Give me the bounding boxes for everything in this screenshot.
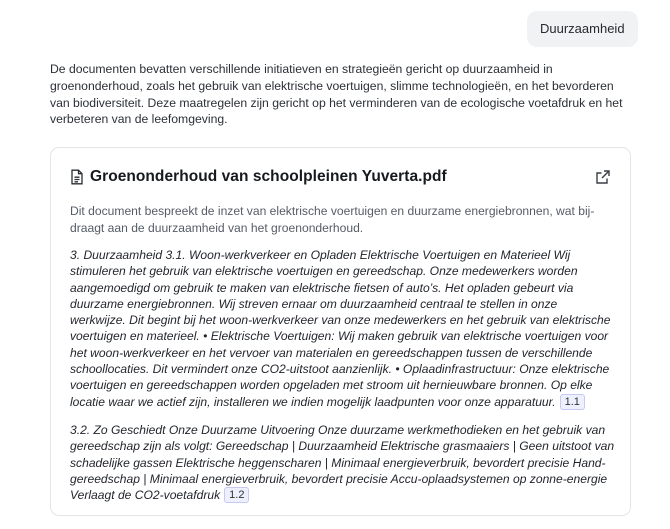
source-excerpt: [70, 422, 615, 503]
excerpt-text: 3. Duurzaamheid 3.1. Woon-werkverkeer en Opladen Elektrische Voertuigen en Materieel Wij stimuleren het gebruik van elektrische voertuigen en gereedschap. Onze medewerkers worden aangemoedigd om gebruik te maken van elektrische fietsen of auto’s. Het opladen gebeurt via duurzame energiebronnen. Wij streven ernaar om duurzaamheid centraal te stellen in onze werkwijze. Dit begint bij het woon-werkverkeer van onze medewerkers en het gebruik van elektrische voertuigen en materieel. • Elektrische Voertuigen: Wij maken gebruik van elektrische voertuigen voor het woon-werkverkeer en het vervoer van materialen en gereedschappen tussen de verschillende schoollocaties. Dit vermindert onze CO2-uitstoot aanzienlijk. • Oplaadinfrastructuur: Onze elektrische voertuigen en gereedschappen worden opgeladen met stroom uit hernieuwbare bronnen. Op elke locatie waar we actief zijn, installeren we indien mogelijk laadpunten voor onze apparatuur.: [70, 248, 611, 409]
source-excerpt: [70, 247, 615, 410]
source-file-title[interactable]: Groenonderhoud van schoolpleinen Yuverta.pdf: [90, 168, 447, 185]
citation-badge[interactable]: 1.1: [560, 394, 585, 410]
assistant-answer: De documenten bevatten verschillende initiatieven en strategieën gericht op duurzaamheid in groenonderhoud, zoals het gebruik van elektrische voertuigen, slimme technologieën, en het bevorderen van biodiversiteit. Deze maatregelen zijn gericht op het verminderen van de ecologische voetafdruk en het verbeteren van de leefomgeving.: [50, 62, 623, 127]
excerpt-text: 3.2. Zo Geschiedt Onze Duurzame Uitvoering Onze duurzame werkmethodieken en het gebruik van gereedschap zijn als volgt: Gereedschap | Duurzaamheid Elektrische grasmaaiers | Geen uitstoot van schadelijke gassen Elektrische heggenscharen | Minimaal energieverbruik, bevordert precisie Handgereedschap | Minimaal energieverbruik, bevordert precisie Accu-oplaadsystemen op zonne-energie Verlaagt de CO2-voetafdruk: [70, 423, 615, 503]
citation-badge[interactable]: 1.2: [224, 487, 249, 503]
external-link-icon[interactable]: [595, 169, 611, 185]
source-summary: Dit document bespreekt de inzet van elektrische voertuigen en duurzame energiebronnen, wat bijdraagt aan de duurzaamheid van het groenonderhoud.: [70, 204, 595, 235]
document-icon: [70, 169, 84, 185]
user-message-bubble: Duurzaamheid: [527, 11, 638, 47]
source-card-header: [70, 166, 611, 188]
source-card: [50, 147, 631, 516]
